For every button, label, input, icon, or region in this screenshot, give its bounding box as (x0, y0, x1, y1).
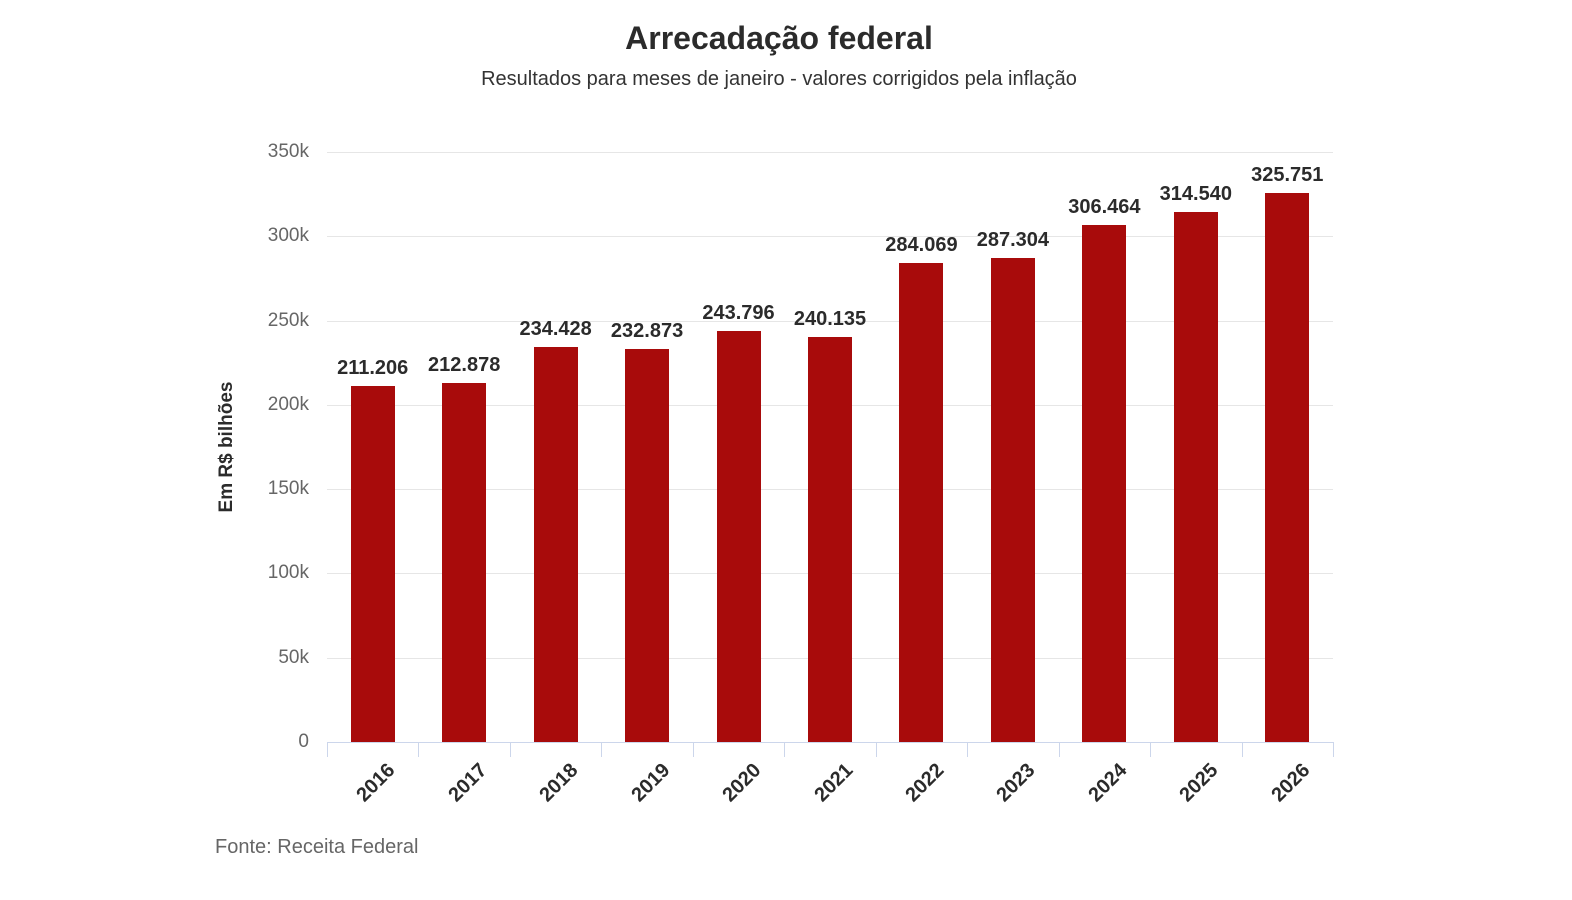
bar-2018[interactable] (534, 347, 578, 742)
y-axis-tick-label: 200k (267, 393, 309, 415)
x-axis-label-2026: 2026 (1267, 759, 1315, 807)
x-axis-label-2021: 2021 (809, 759, 857, 807)
x-axis-tick (876, 742, 877, 757)
bar-2017[interactable] (442, 383, 486, 742)
chart-title: Arrecadação federal (625, 20, 933, 56)
bar-value-label: 284.069 (885, 234, 958, 257)
bar-value-label: 314.540 (1159, 182, 1232, 205)
x-axis-label-2025: 2025 (1175, 759, 1223, 807)
bar-value-label: 240.135 (793, 308, 867, 331)
bar-value-label: 234.428 (519, 317, 592, 340)
bar-2023[interactable] (991, 258, 1035, 742)
bar-2025[interactable] (1174, 212, 1218, 742)
y-axis-tick-label: 0 (298, 731, 309, 752)
bar-2022[interactable] (899, 263, 943, 742)
x-axis-tick (1242, 742, 1243, 757)
bar-2021[interactable] (808, 337, 852, 742)
x-axis-tick (1150, 742, 1151, 757)
bar-2020[interactable] (717, 331, 761, 742)
x-axis-tick (418, 742, 419, 757)
x-axis-tick (1333, 742, 1334, 757)
x-axis-label-2016: 2016 (352, 759, 400, 807)
y-axis-tick-label: 350k (267, 141, 309, 162)
x-axis-label-2024: 2024 (1084, 759, 1132, 807)
gridline (327, 152, 1333, 153)
bar-value-label: 325.751 (1251, 163, 1324, 186)
x-axis-label-2017: 2017 (444, 759, 492, 807)
x-axis-label-2019: 2019 (626, 759, 674, 807)
y-axis-tick-label: 300k (267, 225, 309, 247)
bar-value-label: 232.873 (610, 320, 684, 343)
bar-2019[interactable] (625, 349, 669, 742)
y-axis-tick-label: 100k (267, 562, 309, 584)
x-axis-tick (327, 742, 328, 757)
y-axis-tick-label: 50k (278, 646, 309, 668)
x-axis-tick (510, 742, 511, 757)
y-axis-tick-label: 250k (267, 309, 309, 331)
x-axis-line (327, 742, 1334, 743)
bar-2024[interactable] (1082, 225, 1126, 742)
bar-2026[interactable] (1265, 193, 1309, 742)
y-axis-title: Em R$ bilhões (216, 381, 237, 513)
x-axis-tick (784, 742, 785, 757)
x-axis-tick (1059, 742, 1060, 757)
bar-value-label: 287.304 (976, 228, 1050, 251)
bar-value-label: 306.464 (1068, 196, 1141, 219)
x-axis-label-2022: 2022 (901, 759, 949, 807)
source-label: Fonte: Receita Federal (215, 836, 419, 858)
x-axis-label-2020: 2020 (718, 759, 766, 807)
x-axis-tick (967, 742, 968, 757)
y-axis-tick-label: 150k (267, 478, 309, 500)
x-axis-tick (601, 742, 602, 757)
bar-2016[interactable] (351, 386, 395, 742)
x-axis-label-2018: 2018 (535, 759, 583, 807)
x-axis-tick (693, 742, 694, 757)
bar-value-label: 211.206 (337, 356, 409, 379)
bar-value-label: 212.878 (428, 354, 501, 377)
chart-subtitle: Resultados para meses de janeiro - valores corrigidos pela inflação (481, 68, 1077, 90)
x-axis-label-2023: 2023 (992, 759, 1040, 807)
bar-value-label: 243.796 (702, 302, 775, 325)
